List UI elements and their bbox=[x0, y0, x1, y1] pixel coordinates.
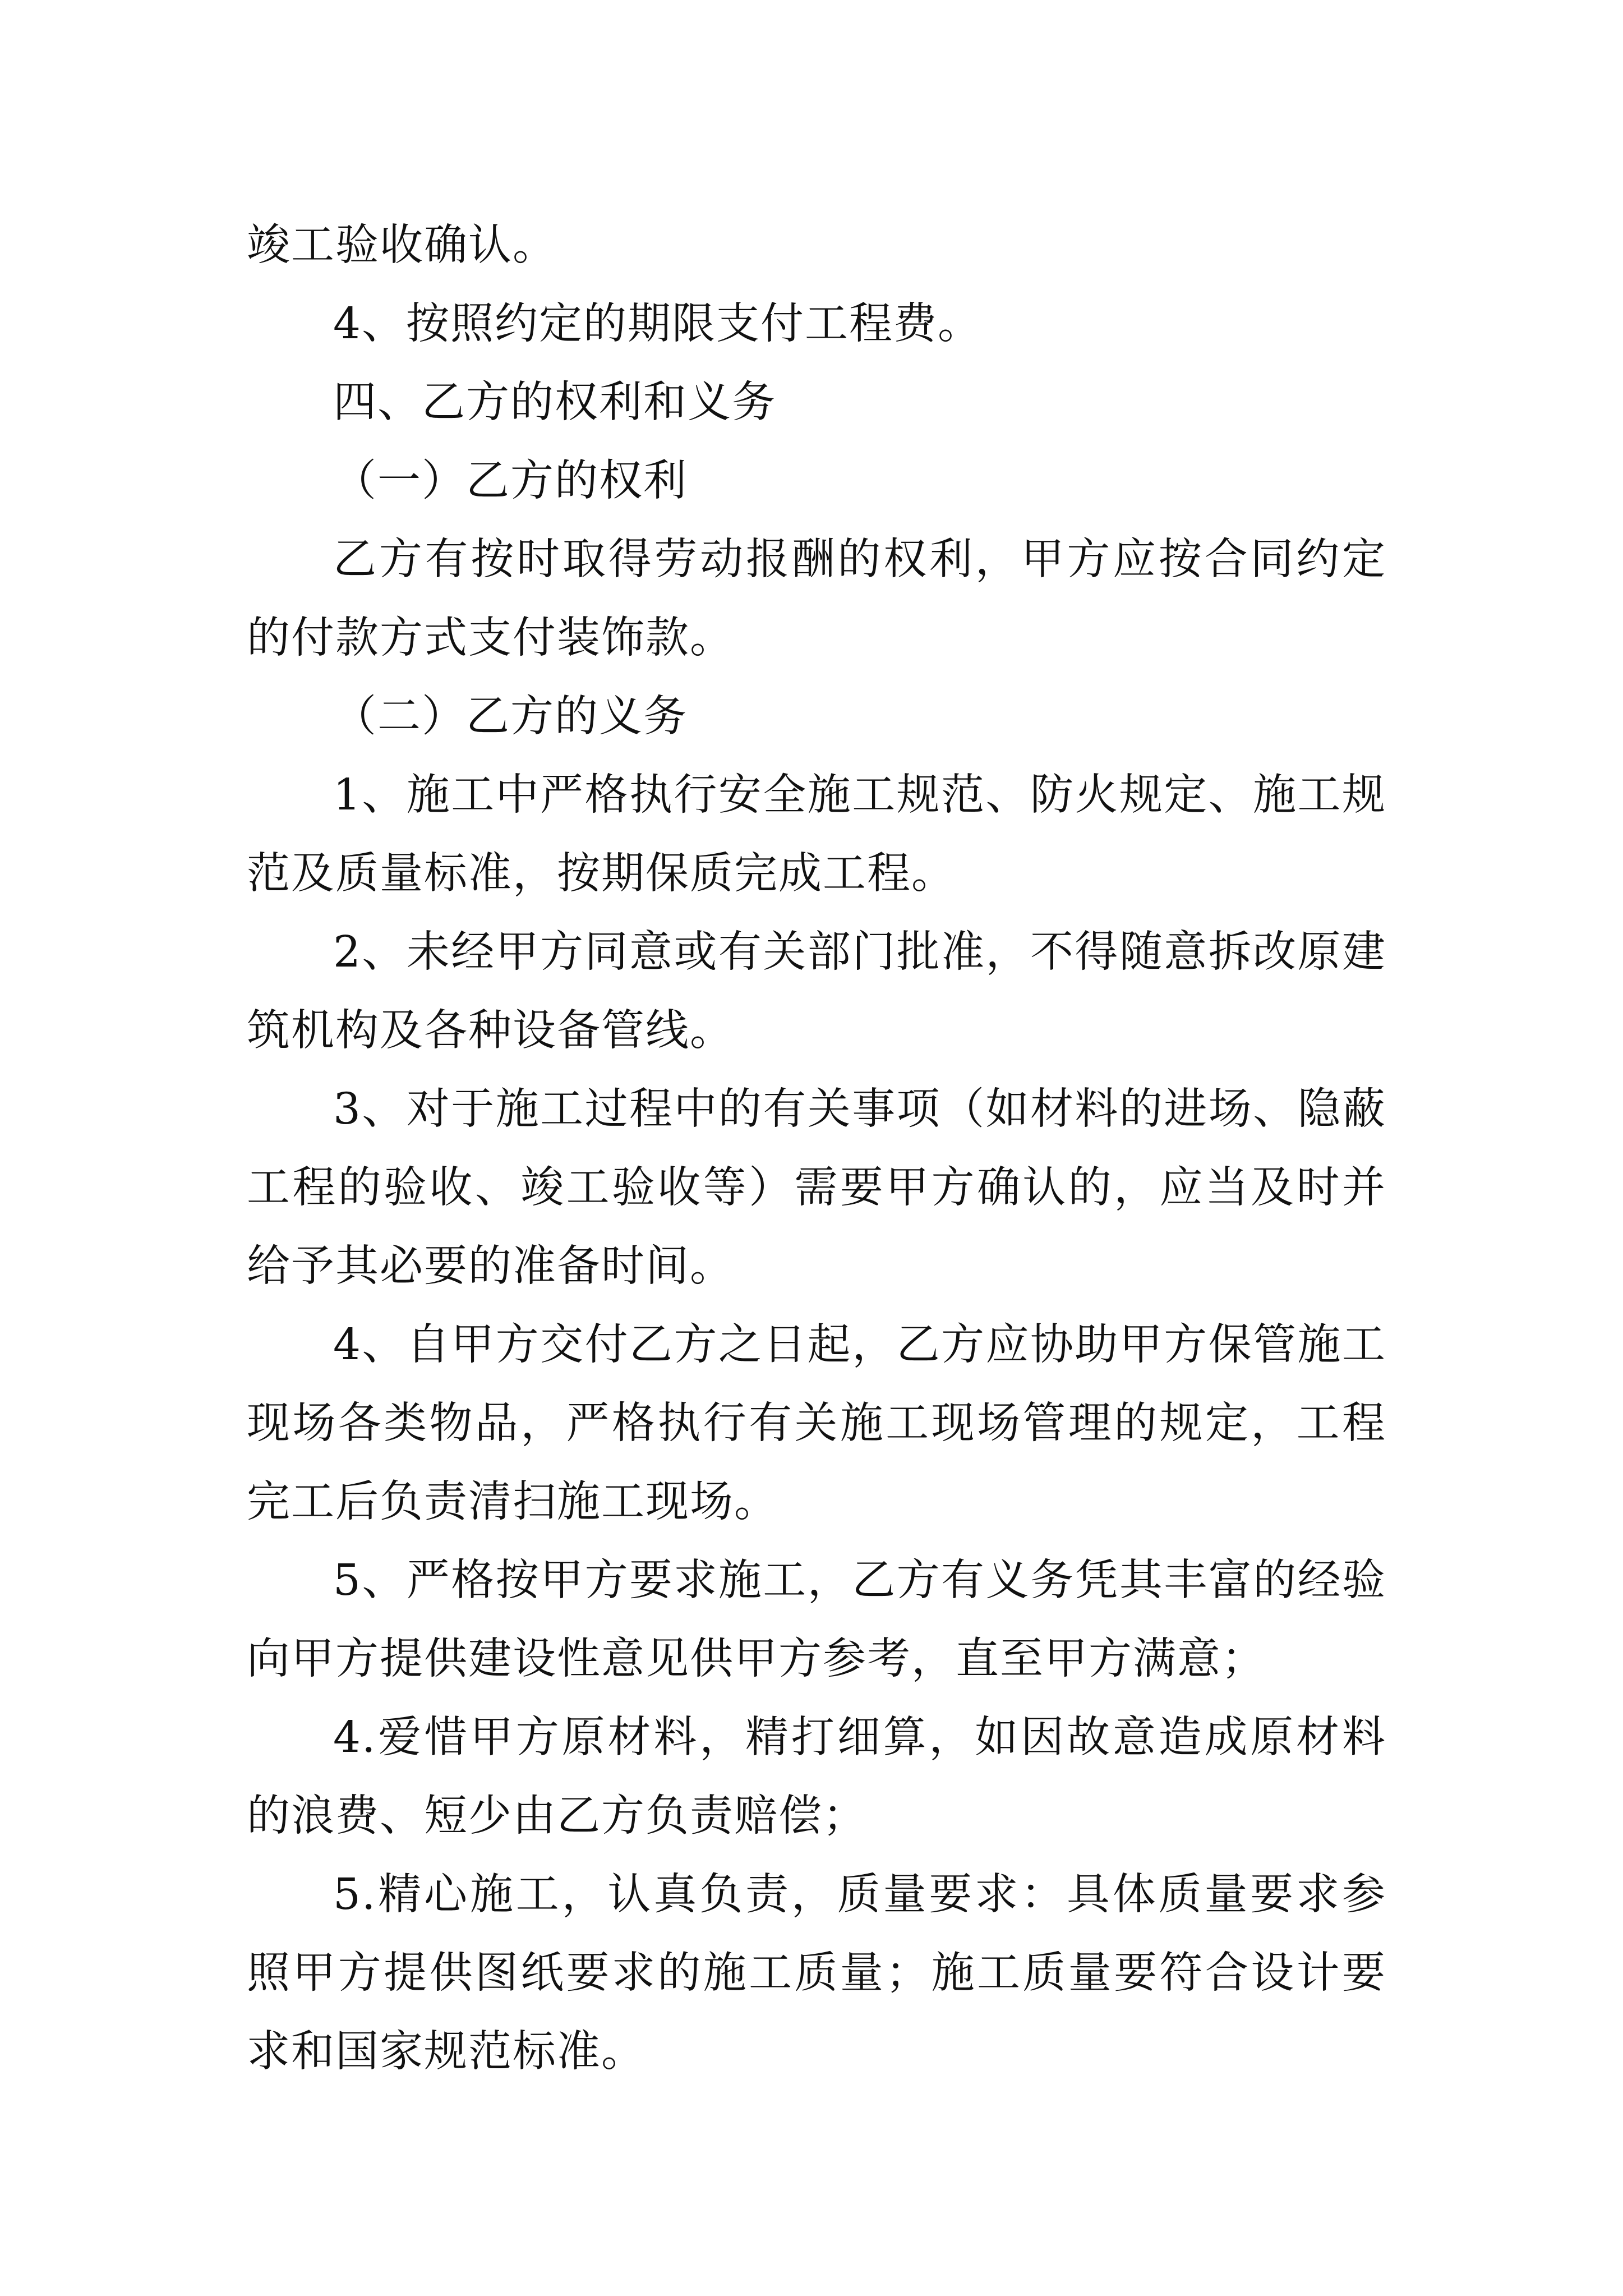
paragraph-obligation-4-materials: 4.爱惜甲方原材料，精打细算，如因故意造成原材料的浪费、短少由乙方负责赔偿； bbox=[247, 1713, 1386, 1841]
paragraph-obligation-5: 5、严格按甲方要求施工，乙方有义务凭其丰富的经验向甲方提供建设性意见供甲方参考，直至甲方满意； bbox=[247, 1556, 1386, 1684]
paragraph-obligation-4: 4、自甲方交付乙方之日起，乙方应协助甲方保管施工现场各类物品，严格执行有关施工现场管理的规定，工程完工后负责清扫施工现场。 bbox=[247, 1320, 1386, 1527]
document-body bbox=[247, 206, 1386, 2091]
subsection-heading-obligations: （二）乙方的义务 bbox=[333, 692, 688, 742]
paragraph-continuation: 竣工验收确认。 bbox=[247, 220, 557, 270]
paragraph-obligation-5-quality: 5.精心施工，认真负责，质量要求：具体质量要求参照甲方提供图纸要求的施工质量；施工质量要符合设计要求和国家规范标准。 bbox=[247, 1870, 1386, 2077]
section-heading-party-b: 四、乙方的权利和义务 bbox=[333, 378, 776, 427]
subsection-heading-rights: （一）乙方的权利 bbox=[333, 456, 688, 506]
paragraph-obligation-2: 2、未经甲方同意或有关部门批准，不得随意拆改原建筑机构及各种设备管线。 bbox=[247, 927, 1386, 1056]
paragraph-item-4-payment: 4、按照约定的期限支付工程费。 bbox=[333, 299, 982, 349]
paragraph-obligation-1: 1、施工中严格执行安全施工规范、防火规定、施工规范及质量标准，按期保质完成工程。 bbox=[247, 770, 1386, 899]
paragraph-rights: 乙方有按时取得劳动报酬的权利，甲方应按合同约定的付款方式支付装饰款。 bbox=[247, 535, 1386, 663]
paragraph-obligation-3: 3、对于施工过程中的有关事项（如材料的进场、隐蔽工程的验收、竣工验收等）需要甲方确认的，应当及时并给予其必要的准备时间。 bbox=[247, 1084, 1386, 1291]
